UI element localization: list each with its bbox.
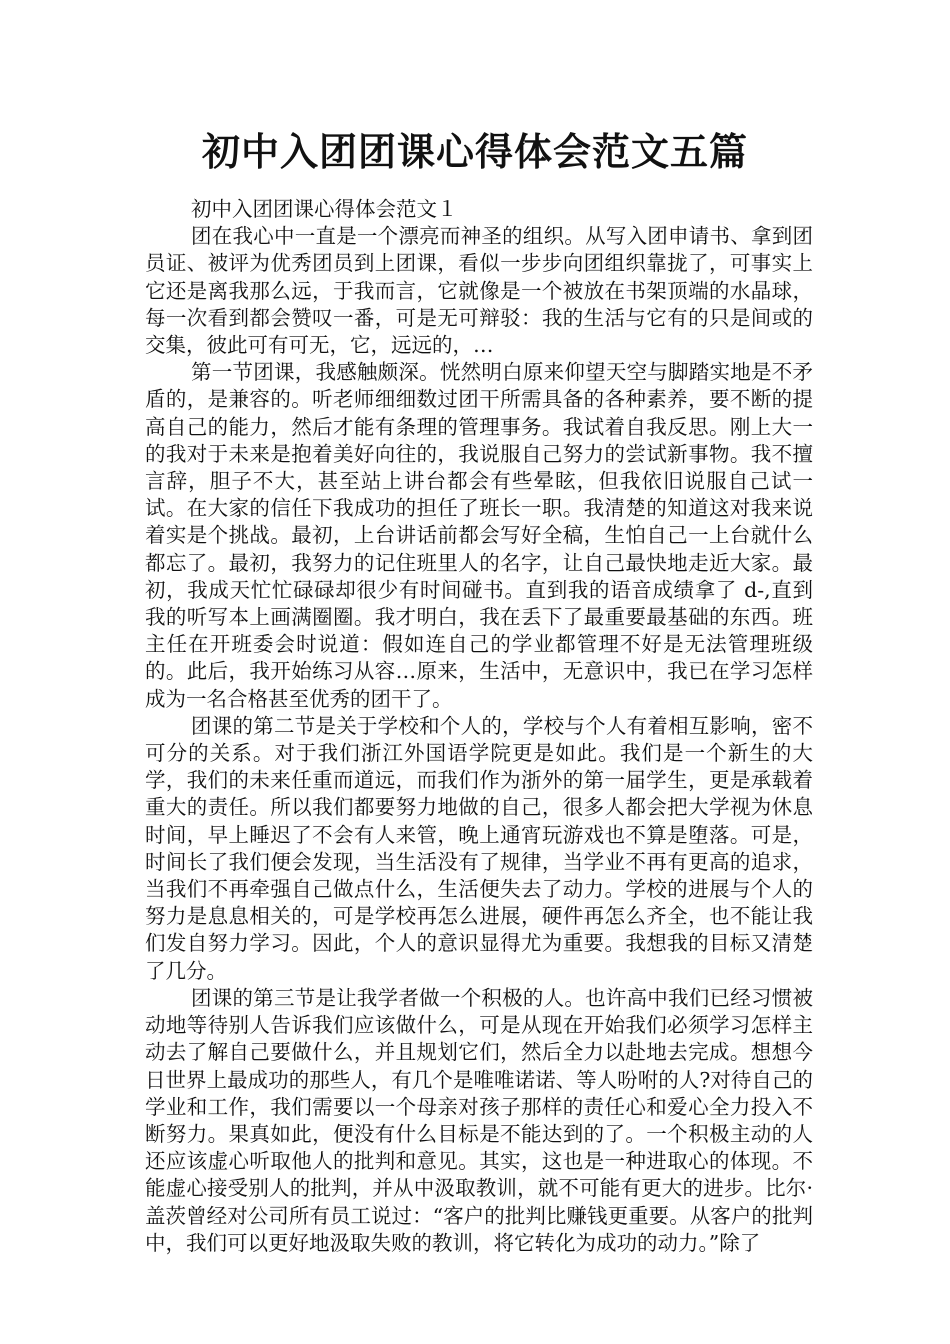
document-title: 初中入团团课心得体会范文五篇	[201, 130, 748, 174]
paragraph-3: 团课的第二节是关于学校和个人的，学校与个人有着相互影响，密不可分的关系。对于我们浙江外国语学院更是如此。我们是一个新生的大学，我们的未来任重而道远，而我们作为浙外的第一届学生，更是承载着重大的责任。所以我们都要努力地做的自己，很多人都会把大学视为休息时间，早上睡迟了不会有人来管，晚上通宵玩游戏也不算是堕落。可是，时间长了我们便会发现，当生活没有了规律，当学业不再有更高的追求，当我们不再牵强自己做点什么，生活便失去了动力。学校的进展与个人的努力是息息相关的，可是学校再怎么进展，硬件再怎么齐全，也不能让我们发自努力学习。因此，个人的意识显得尤为重要。我想我的目标又清楚了几分。	[145, 713, 813, 983]
paragraph-1: 团在我心中一直是一个漂亮而神圣的组织。从写入团申请书、拿到团员证、被评为优秀团员到上团课，看似一步步向团组织靠拢了，可事实上它还是离我那么远，于我而言，它就像是一个被放在书架顶端的水晶球，每一次看到都会赞叹一番，可是无可辩驳：我的生活与它有的只是间或的交集，彼此可有可无，它，远远的，…	[145, 224, 813, 358]
paragraph-2: 第一节团课，我感触颇深。恍然明白原来仰望天空与脚踏实地是不矛盾的，是兼容的。听老师细细数过团干所需具备的各种素养，要不断的提高自己的能力，然后才能有条理的管理事务。我试着自我反思。刚上大一的我对于未来是抱着美好向往的，我说服自己努力的尝试新事物。我不擅言辞，胆子不大，甚至站上讲台都会有些晕眩，但我依旧说服自己试一试。在大家的信任下我成功的担任了班长一职。我清楚的知道这对我来说着实是个挑战。最初，上台讲话前都会写好全稿，生怕自己一上台就什么都忘了。最初，我努力的记住班里人的名字，让自己最快地走近大家。最初，我成天忙忙碌碌却很少有时间碰书。直到我的语音成绩拿了 d-,直到我的听写本上画满圈圈。我才明白，我在丢下了最重要最基础的东西。班主任在开班委会时说道：假如连自己的学业都管理不好是无法管理班级的。此后，我开始练习从容…原来，生活中，无意识中，我已在学习怎样成为一名合格甚至优秀的团干了。	[145, 360, 813, 711]
paragraph-4: 团课的第三节是让我学者做一个积极的人。也许高中我们已经习惯被动地等待别人告诉我们应该做什么，可是从现在开始我们必须学习怎样主动去了解自己要做什么，并且规划它们，然后全力以赴地去完成。想想今日世界上最成功的那些人，有几个是唯唯诺诺、等人吩咐的人?对待自己的学业和工作，我们需要以一个母亲对孩子那样的责任心和爱心全力投入不断努力。果真如此，便没有什么目标是不能达到的了。一个积极主动的人还应该虚心听取他人的批判和意见。其实，这也是一种进取心的体现。不能虚心接受别人的批判，并从中汲取教训，就不可能有更大的进步。比尔·盖茨曾经对公司所有员工说过：“客户的批判比赚钱更重要。从客户的批判中，我们可以更好地汲取失败的教训，将它转化为成功的动力。”除了	[145, 985, 813, 1255]
document-body	[145, 196, 813, 1257]
section-heading: 初中入团团课心得体会范文１	[191, 197, 458, 221]
